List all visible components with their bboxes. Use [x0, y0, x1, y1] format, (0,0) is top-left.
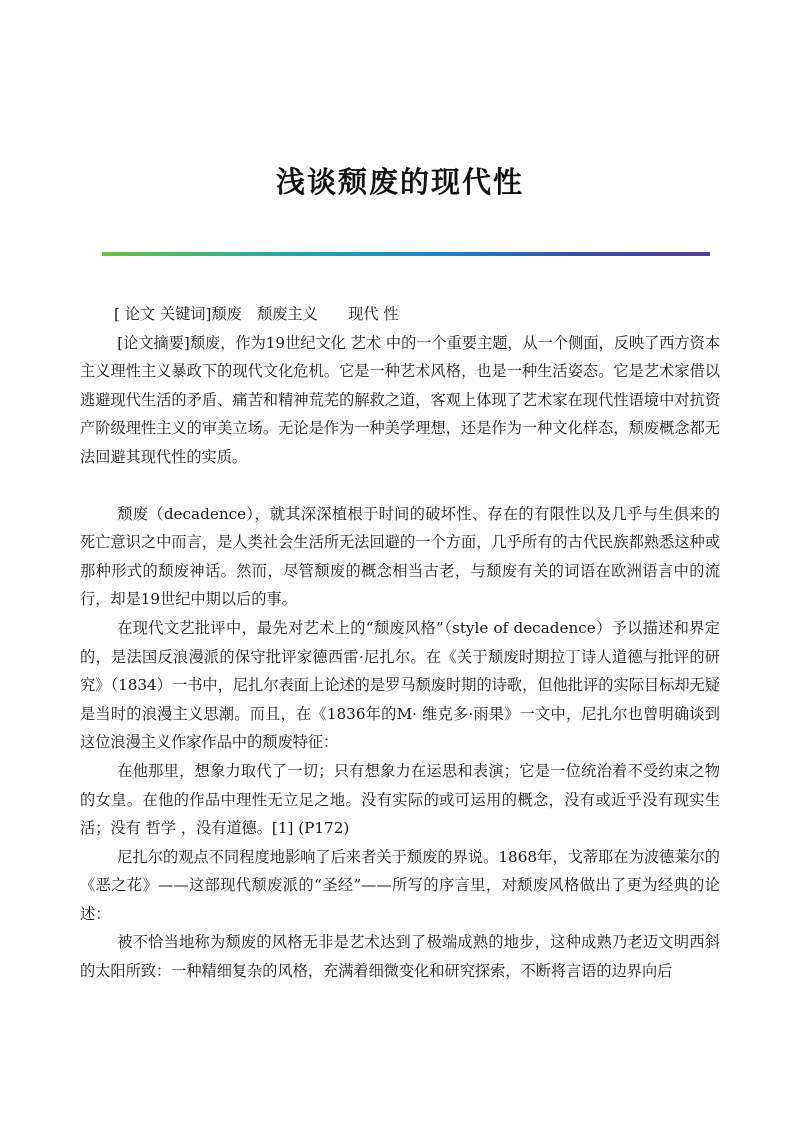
body-paragraph-3: 尼扎尔的观点不同程度地影响了后来者关于颓废的界说。1868年，戈蒂耶在为波德莱尔的《恶之花》——这部现代颓废派的“圣经”——所写的序言里，对颓废风格做出了更为经典的论述：: [80, 847, 720, 923]
page-title: 浅谈颓废的现代性: [275, 165, 524, 199]
title-divider: [102, 252, 710, 256]
body-paragraph-1: 颓废（decadence），就其深深植根于时间的破坏性、存在的有限性以及几乎与生俱来的死亡意识之中而言，是人类社会生活所无法回避的一个方面，几乎所有的古代民族都熟悉这种或那种形式的颓废神话。然而，尽管颓废的概念相当古老，与颓废有关的词语在欧洲语言中的流行，却是19世纪中期以后的事。: [80, 504, 720, 609]
quote-paragraph-1: 在他那里，想象力取代了一切；只有想象力在运思和表演；它是一位统治着不受约束之物的女皇。在他的作品中理性无立足之地。没有实际的或可运用的概念，没有或近乎没有现实生活；没有 哲学 ，没有道德。[1] (P172): [80, 761, 720, 838]
keywords-line: [ 论文 关键词]颓废 颓废主义 现代 性: [114, 305, 399, 323]
abstract-paragraph: [论文摘要]颓废，作为19世纪文化 艺术 中的一个重要主题，从一个侧面，反映了西方资本主义理性主义暴政下的现代文化危机。它是一种艺术风格，也是一种生活姿态。它是艺术家借以逃避现代生活的矛盾、痛苦和精神荒芜的解救之道，客观上体现了艺术家在现代性语境中对抗资产阶级理性主义的审美立场。无论是作为一种美学理想，还是作为一种文化样态，颓废概念都无法回避其现代性的实质。: [80, 333, 721, 466]
paragraph-gap: [80, 472, 720, 500]
body-paragraph-2: 在现代文艺批评中，最先对艺术上的“颓废风格”（style of decadence）予以描述和界定的，是法国反浪漫派的保守批评家德西雷·尼扎尔。在《关于颓废时期拉丁诗人道德与批评的研究》（1834）一书中，尼扎尔表面上论述的是罗马颓废时期的诗歌，但他批评的实际目标却无疑是当时的浪漫主义思潮。而且，在《1836年的M· 维克多·雨果》一文中，尼扎尔也曾明确谈到这位浪漫主义作家作品中的颓废特征：: [80, 618, 720, 752]
quote-paragraph-2: 被不恰当地称为颓废的风格无非是艺术达到了极端成熟的地步，这种成熟乃老迈文明西斜的太阳所致：一种精细复杂的风格，充满着细微变化和研究探索，不断将言语的边界向后: [80, 933, 720, 981]
article-body: [80, 300, 720, 986]
